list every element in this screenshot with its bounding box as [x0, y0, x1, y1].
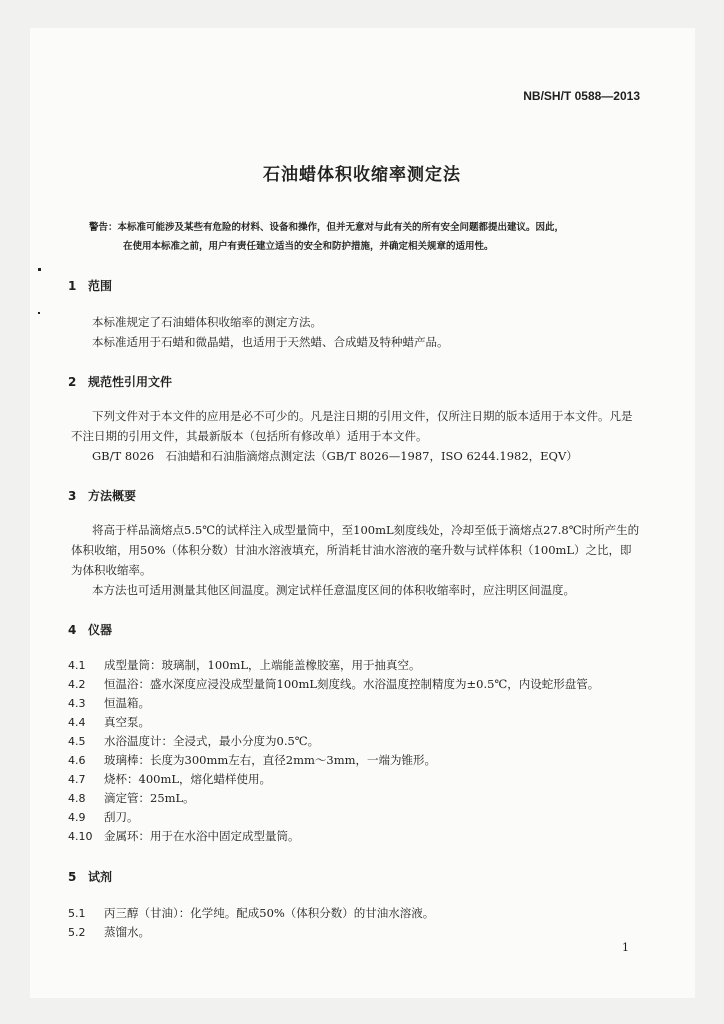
- scan-speck: [38, 312, 40, 314]
- list-item: 5.2 蒸馏水。: [68, 925, 150, 939]
- section-number: 5: [68, 870, 77, 884]
- list-item: 5.1 丙三醇（甘油）：化学纯。配成50%（体积分数）的甘油水溶液。: [68, 906, 435, 920]
- list-item: 4.4 真空泵。: [68, 715, 150, 729]
- section-title: 试剂: [88, 870, 113, 884]
- section-1-para-1: 本标准规定了石油蜡体积收缩率的测定方法。: [92, 315, 322, 329]
- section-number: 1: [68, 279, 77, 293]
- list-item: 4.9 刮刀。: [68, 810, 139, 824]
- section-1-heading: [68, 277, 112, 294]
- list-item: 4.8 滴定管：25mL。: [68, 791, 195, 805]
- list-item: 4.3 恒温箱。: [68, 696, 150, 710]
- list-item: 4.2 恒温浴：盛水深度应浸没成型量筒100mL刻度线。水浴温度控制精度为±0.5℃，内设蛇形盘管。: [68, 677, 600, 691]
- list-item: 4.1 成型量筒：玻璃制，100mL，上端能盖橡胶塞，用于抽真空。: [68, 658, 421, 672]
- page-number: 1: [622, 941, 629, 954]
- section-3-heading: [68, 487, 136, 504]
- section-number: 3: [68, 489, 77, 503]
- list-item: 4.6 玻璃棒：长度为300mm左右，直径2mm～3mm，一端为锥形。: [68, 753, 437, 767]
- warning-line-1: 警告：本标准可能涉及某些有危险的材料、设备和操作，但并无意对与此有关的所有安全问题都提出建议。因此，: [89, 222, 565, 233]
- section-4-heading: [68, 621, 112, 638]
- list-item: 4.7 烧杯：400mL，熔化蜡样使用。: [68, 772, 271, 786]
- section-3-para-1: 将高于样品滴熔点5.5℃的试样注入成型量筒中，至100mL刻度线处，冷却至低于滴熔点27.8℃时所产生的体积收缩，用50%（体积分数）甘油水溶液填充，所消耗甘油水溶液的毫升数与试样体积（100mL）之比，即为体积收缩率。: [71, 523, 640, 577]
- section-2-para-2: GB/T 8026 石油蜡和石油脂滴熔点测定法（GB/T 8026—1987，ISO 6244.1982，EQV）: [92, 449, 578, 463]
- standard-number: NB/SH/T 0588—2013: [523, 89, 640, 103]
- section-title: 范围: [88, 279, 113, 293]
- section-2-para-1: 下列文件对于本文件的应用是必不可少的。凡是注日期的引用文件，仅所注日期的版本适用于本文件。凡是不注日期的引用文件，其最新版本（包括所有修改单）适用于本文件。: [71, 409, 633, 443]
- section-3-para-2: 本方法也可适用测量其他区间温度。测定试样任意温度区间的体积收缩率时，应注明区间温度。: [92, 583, 575, 597]
- warning-line-2: 在使用本标准之前，用户有责任建立适当的安全和防护措施，并确定相关规章的适用性。: [123, 241, 494, 252]
- warning-block: [89, 218, 669, 256]
- document-title: 石油蜡体积收缩率测定法: [263, 165, 461, 185]
- scan-speck: [38, 268, 41, 271]
- section-2-heading: [68, 373, 172, 390]
- section-5-heading: [68, 868, 112, 885]
- list-item: 4.10 金属环：用于在水浴中固定成型量筒。: [68, 829, 300, 843]
- section-1-para-2: 本标准适用于石蜡和微晶蜡，也适用于天然蜡、合成蜡及特种蜡产品。: [92, 335, 449, 349]
- list-item: 4.5 水浴温度计：全浸式，最小分度为0.5℃。: [68, 734, 320, 748]
- section-number: 2: [68, 375, 77, 389]
- section-title: 仪器: [88, 623, 113, 637]
- section-number: 4: [68, 623, 77, 637]
- section-title: 规范性引用文件: [88, 375, 173, 389]
- section-title: 方法概要: [88, 489, 137, 503]
